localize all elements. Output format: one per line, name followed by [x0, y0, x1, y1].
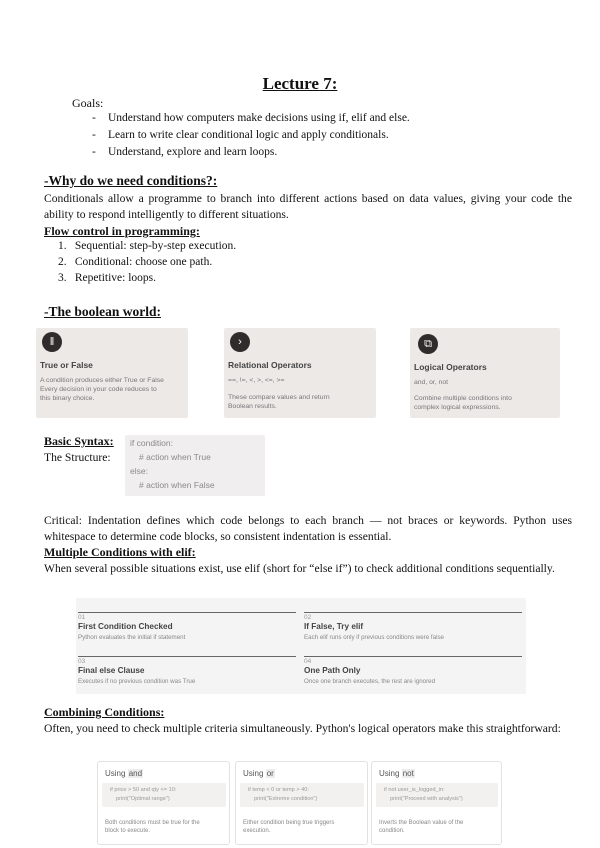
card-using-not	[371, 761, 502, 845]
goal-item: - Learn to write clear conditional logic and apply conditionals.	[92, 129, 389, 141]
code-line: if condition:	[130, 438, 173, 448]
critical-paragraph: Critical: Indentation defines which code belongs to each branch — not braces or keywords. Python uses whitespace to determine code blocks, so consistent indentation is essential.	[44, 514, 572, 543]
step-desc: Python evaluates the initial if statement	[78, 634, 186, 641]
code-line: # action when False	[139, 480, 215, 490]
code-line: print("Optimal range")	[116, 796, 170, 802]
step-number: 01	[78, 614, 86, 621]
op-card-desc: execution.	[243, 828, 271, 834]
step-number: 02	[304, 614, 312, 621]
page-title: Lecture 7:	[262, 74, 338, 93]
op-card-desc: block to execute.	[105, 828, 151, 834]
code-line: print("Proceed with analysis")	[390, 796, 463, 802]
op-card-desc: Both conditions must be true for the	[105, 820, 200, 826]
code-block	[125, 435, 265, 496]
why-heading: -Why do we need conditions?:	[44, 173, 218, 188]
code-line: else:	[130, 466, 148, 476]
step-title: One Path Only	[304, 666, 361, 675]
syntax-heading: Basic Syntax:	[44, 434, 114, 448]
flow-item: 3. Repetitive: loops.	[58, 272, 157, 284]
op-card-title: Using not	[379, 769, 414, 778]
step-desc: Once one branch executes, the rest are ignored	[304, 678, 436, 685]
card-title: Relational Operators	[228, 360, 312, 370]
combining-heading: Combining Conditions:	[44, 705, 165, 719]
step-number: 03	[78, 658, 86, 665]
op-code-block	[376, 783, 498, 807]
card-text: Every decision in your code reduces to	[40, 386, 157, 393]
op-card-title: Using and	[105, 769, 143, 778]
op-code-block	[240, 783, 364, 807]
card-title: True or False	[40, 360, 93, 370]
code-line: if not user_is_logged_in:	[384, 787, 445, 793]
op-card-desc: Either condition being true triggers	[243, 820, 335, 826]
users-icon: ǁ	[42, 332, 62, 352]
step-item	[78, 612, 296, 644]
structure-label: The Structure:	[44, 451, 111, 464]
why-paragraph: Conditionals allow a programme to branch into different actions based on data values, giving your code the ability to respond intelligently to different situations.	[44, 192, 572, 221]
code-line: if temp < 0 or temp > 40:	[248, 787, 309, 793]
flow-item: 1. Sequential: step-by-step execution.	[58, 240, 237, 252]
goal-item: - Understand how computers make decisions using if, elif and else.	[92, 112, 410, 124]
card-text: Boolean results.	[228, 403, 277, 410]
card-text: ==, !=, <, >, <=, >=	[228, 377, 285, 384]
card-text: and, or, not	[414, 379, 449, 386]
step-item	[78, 656, 296, 688]
op-card-desc: condition.	[379, 828, 405, 834]
card-text: complex logical expressions.	[414, 404, 501, 411]
code-line: print("Extreme condition")	[254, 796, 318, 802]
card-using-or	[235, 761, 368, 845]
card-text: this binary choice.	[40, 395, 95, 402]
step-number: 04	[304, 658, 312, 665]
card-title: Logical Operators	[414, 362, 487, 372]
step-title: If False, Try elif	[304, 622, 364, 631]
op-card-title: Using or	[243, 769, 274, 778]
step-desc: Each elif runs only if previous conditions were false	[304, 634, 444, 641]
flow-item: 2. Conditional: choose one path.	[58, 256, 213, 268]
card-using-and	[97, 761, 230, 845]
op-code-block	[102, 783, 226, 807]
card-logical-operators	[410, 328, 560, 418]
puzzle-icon: ⧉	[418, 334, 438, 354]
flow-heading: Flow control in programming:	[44, 224, 200, 238]
card-relational-operators	[224, 328, 376, 418]
step-title: Final else Clause	[78, 666, 145, 675]
elif-steps-panel	[76, 598, 526, 694]
card-true-or-false	[36, 328, 188, 418]
elif-paragraph: When several possible situations exist, use elif (short for “else if”) to check additional conditions sequentially.	[44, 562, 555, 575]
card-text: Combine multiple conditions into	[414, 395, 512, 402]
code-line: if price > 50 and qty <= 10:	[110, 787, 177, 793]
card-text: These compare values and return	[228, 394, 330, 401]
goals-label: Goals:	[72, 96, 104, 110]
combining-paragraph: Often, you need to check multiple criteria simultaneously. Python's logical operators make this straightforward:	[44, 722, 561, 735]
step-item	[304, 612, 522, 644]
goal-item: - Understand, explore and learn loops.	[92, 146, 278, 158]
code-line: # action when True	[139, 452, 211, 462]
step-desc: Executes if no previous condition was True	[78, 678, 196, 685]
elif-heading: Multiple Conditions with elif:	[44, 545, 196, 559]
op-card-desc: Inverts the Boolean value of the	[379, 820, 464, 826]
step-title: First Condition Checked	[78, 622, 173, 631]
step-item	[304, 656, 522, 688]
chevron-right-icon: ›	[230, 332, 250, 352]
card-text: A condition produces either True or False	[40, 377, 164, 384]
boolean-heading: -The boolean world:	[44, 304, 162, 319]
